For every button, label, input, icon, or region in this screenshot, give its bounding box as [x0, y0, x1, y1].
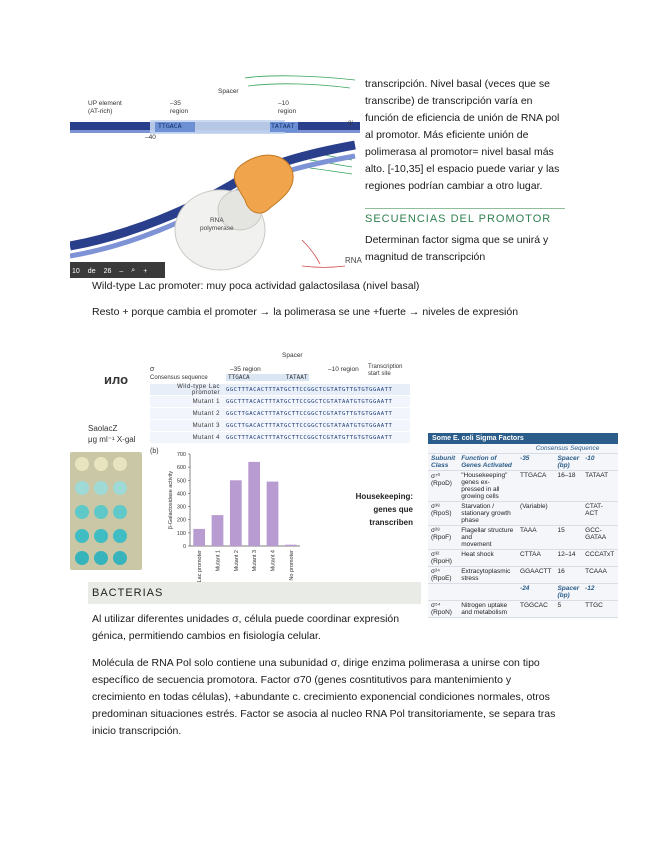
sigma-subunit-cell-b: (RpoS) [431, 510, 452, 517]
sigma-subunit-cell [428, 567, 458, 584]
bottom-line-4: predominan situaciones estrés. Factor se asocia al nucleo RNA Pol transitoriamente, se separa tras [92, 708, 556, 720]
sequence-row-label: Mutant 4 [192, 434, 220, 441]
sigma-m35-cell [517, 502, 554, 526]
seq10-box-text: TATAAT [271, 122, 295, 130]
bar-1 [212, 515, 224, 546]
last-function: Nitrogen uptake and metabolism [458, 601, 517, 618]
sigma-subunit-cell-b: (RpoE) [431, 575, 452, 582]
housekeeping-line-1: Housekeeping: [355, 492, 413, 501]
y-tick-label: 400 [176, 491, 186, 498]
sigma-m35-cell [517, 471, 554, 502]
intro-paragraph [365, 76, 625, 195]
sigma-table-title: Some E. coli Sigma Factors [428, 433, 618, 444]
sigma-m10-cell-m10: TCAAA [585, 568, 607, 575]
left-side-big-label: ило [104, 372, 129, 387]
minus35-region: region [170, 108, 189, 115]
xgal-plate-image [70, 452, 142, 570]
sequence-row [150, 408, 410, 419]
viewer-toolbar [72, 264, 147, 278]
sigma-function-cell-f2: movement [461, 541, 492, 548]
table-row [428, 567, 618, 584]
bottom-line-5: inicio transcripción. [92, 725, 182, 737]
y-tick-label: 0 [182, 544, 186, 550]
sequence-row [150, 384, 410, 395]
sigma-subunit-cell-b: (RpoH) [431, 558, 452, 565]
sigma-m10-cell-m10: TATAAT [585, 472, 609, 479]
minus10-number: –10 [278, 100, 289, 107]
table-row [428, 502, 618, 526]
sigma-m35-cell-m35: TTGACA [520, 472, 547, 479]
minus35-region2-label: –35 region [230, 366, 261, 373]
sigma-m35-cell-m35: (Variable) [520, 503, 548, 510]
table-row [428, 601, 618, 618]
rna-pol-text: RNA [209, 217, 224, 224]
sequence-row [150, 432, 410, 443]
sequence-row-seq: GGCTTTACACTTTATGCTTCCGGCTCGTATGTTGTGTGGAATT [226, 386, 393, 393]
x-tick-label: Mutant 2 [233, 550, 240, 572]
table-row [428, 471, 618, 502]
sigma-m10-cell [582, 502, 618, 526]
sigma-label: σ [150, 366, 155, 373]
tss-text: Transcription [368, 364, 403, 370]
three-prime-label: 3' [348, 120, 353, 127]
sequence-row-seq: GGCTTTACACTTTATGCTTCCGGCTCGTATAATGTGTGGAATT [226, 398, 393, 405]
last-a: σ⁵⁴ [431, 602, 441, 609]
bar-2 [230, 480, 242, 546]
sigma-subunit-cell-a: σ³⁸ [431, 503, 440, 510]
sigma-function-cell-f2: phase [461, 517, 479, 524]
zoom-out-button[interactable]: – [119, 267, 124, 275]
sigma-spacer-cell [554, 526, 582, 550]
intro-line-1: transcripción. Nivel basal (veces que se [365, 78, 551, 90]
minus10-region: region [278, 108, 297, 115]
sequence-row-label: Mutant 3 [192, 422, 220, 429]
intro-line-4: al promotor. Más eficiente unión de [365, 129, 529, 141]
bacterias-line-2: génica, permitiendo cambios en fisiología celular. [92, 630, 321, 642]
sigma-m35-cell [517, 567, 554, 584]
col-class-text: Class [431, 462, 449, 469]
bar-0 [193, 529, 205, 546]
sigma-function-cell-f2: pressed in all growing cells [461, 486, 500, 500]
col-bp-text: (bp) [557, 462, 570, 469]
minus40-label: –40 [145, 134, 156, 141]
col-function-header: Function of Genes Activated [458, 454, 517, 471]
intro-line-6: alto. [-10,35] el espacio puede variar y las [365, 163, 560, 175]
housekeeping-note [355, 490, 413, 529]
last-b: (RpoN) [431, 609, 452, 616]
sigma-subunit-cell-a: σ⁷⁰ [431, 473, 440, 480]
sequence-row-label: Mutant 2 [192, 410, 220, 417]
galactosidase-bar-chart [160, 448, 310, 598]
col-m35-header: -35 [517, 454, 554, 471]
housekeeping-line-2: genes que [373, 505, 413, 514]
consensus-seq: TTGACA TATAAT [228, 374, 308, 381]
sigma-function-cell-f: "Housekeeping" genes ex- [461, 472, 508, 486]
spacer-label: Spacer [218, 88, 239, 95]
promotor-paragraph [365, 232, 625, 266]
housekeeping-line-3: transcriben [369, 518, 413, 527]
sequence-row-seq: GGCTTGACACTTTATGCTTCCGGCTCGTATGTTGTGTGGAATT [226, 410, 393, 417]
spacer2-label: Spacer [282, 352, 303, 359]
sequence-row [150, 420, 410, 431]
sigma-function-cell-f: Heat shock [461, 551, 494, 558]
x-tick-label: No promoter [288, 550, 295, 581]
up-element-subtext: (AT-rich) [88, 108, 113, 115]
sigma-m10-cell [582, 567, 618, 584]
x-tick-label: Mutant 4 [270, 550, 277, 572]
promotor-line-2: magnitud de transcripción [365, 251, 486, 263]
sub-bp-text: (bp) [557, 592, 570, 599]
wildtype-line: Wild-type Lac promoter: muy poca actividad galactosilasa (nivel basal) [92, 280, 420, 292]
sequence-row-seq: GGCTTTACACTTTATGCTTCCGGCTCGTATGTTGTGTGGAATT [226, 434, 393, 441]
sigma-subunit-cell-a: σ³² [431, 551, 440, 558]
sigma-spacer-cell-sp: 16–18 [557, 472, 576, 479]
minus10-label [278, 100, 296, 116]
sigma-subunit-cell [428, 550, 458, 567]
minus10-region2-label: –10 region [328, 366, 359, 373]
y-tick-label: 300 [176, 504, 186, 511]
minus35-label [170, 100, 188, 116]
last-m35: TGGCAC [517, 601, 554, 618]
sigma-table-grid [428, 444, 618, 618]
bacterias-paragraph [92, 611, 422, 645]
sub-m12-header: -12 [582, 584, 618, 601]
chart-axes [190, 454, 300, 546]
promotor-heading-rule [365, 208, 565, 209]
consensus-header: Consensus Sequence [517, 444, 618, 454]
sigma-function-cell [458, 550, 517, 567]
sigma-m10-cell [582, 471, 618, 502]
sigma-m10-cell-m10: CCCATxT [585, 551, 615, 558]
viewer-total-pages: 26 [103, 267, 112, 275]
sigma-m35-cell-m35: GGAACTT [520, 568, 552, 575]
sequence-row-seq: GGCTTGACACTTTATGCTTCCGGCTCGTATAATGTGTGGAATT [226, 422, 393, 429]
resto-line: Resto + porque cambia el promoter → la polimerasa se une +fuerte → niveles de expresión [92, 306, 519, 318]
col-spacer-header [554, 454, 582, 471]
bar-3 [248, 462, 260, 546]
bar-5 [285, 545, 297, 546]
sigma-subunit-cell-b: (RpoD) [431, 480, 452, 487]
sigma-spacer-cell [554, 471, 582, 502]
sigma-subunit-cell [428, 526, 458, 550]
bar-4 [267, 482, 279, 546]
sigma-function-cell-f: Flagellar structure and [461, 527, 514, 541]
xgal-label: μg ml⁻¹ X-gal [88, 435, 136, 444]
rna-pol-paragraph [92, 655, 632, 740]
intro-line-2: transcribe) de transcripción varía en [365, 95, 533, 107]
sigma-function-cell [458, 502, 517, 526]
left-lacz-labels [88, 423, 136, 445]
viewer-page-number: 10 [72, 267, 80, 275]
sigma-spacer-cell [554, 550, 582, 567]
y-tick-label: 700 [176, 452, 186, 458]
viewer-de-text: de [87, 267, 96, 275]
x-tick-label: Lac promoter [197, 550, 204, 583]
sequence-table [150, 384, 410, 444]
last-spacer: 5 [554, 601, 582, 618]
sigma-subunit-cell-a: σ²⁸ [431, 527, 440, 534]
intro-line-3: función de eficiencia de unión de RNA pol [365, 112, 560, 124]
sigma-function-cell [458, 526, 517, 550]
table-row [428, 550, 618, 567]
y-tick-label: 100 [176, 530, 186, 537]
rna-tag-label: RNA [345, 256, 362, 265]
table-row [428, 526, 618, 550]
sigma-spacer-cell [554, 567, 582, 584]
tss-text-2: start site [368, 371, 391, 377]
sigma-m10-cell [582, 526, 618, 550]
sigma-subunit-cell-b: (RpoF) [431, 534, 452, 541]
sigma-spacer-cell [554, 502, 582, 526]
sigma-subunit-cell-a: σ²⁴ [431, 568, 440, 575]
zoom-in-button[interactable]: + [143, 267, 148, 275]
plate-colonies [70, 452, 142, 570]
y-axis-label: β-Galactosidase activity [168, 470, 174, 530]
x-tick-label: Mutant 1 [215, 550, 222, 572]
sequence-row-label: Mutant 1 [192, 398, 220, 405]
minus35-number: –35 [170, 100, 181, 107]
sub-m24-header: -24 [517, 584, 554, 601]
sigma-function-cell [458, 471, 517, 502]
seq35-box-text: TTGACA [158, 122, 182, 130]
intro-line-5: polimerasa al promotor= nivel basal más [365, 146, 554, 158]
sigma-spacer-cell-sp: 15 [557, 527, 565, 534]
bacterias-heading: BACTERIAS [92, 587, 164, 599]
y-tick-label: 200 [176, 517, 186, 524]
zoom-search-icon[interactable]: ⌕ [131, 267, 136, 274]
y-tick-label: 600 [176, 465, 186, 472]
intro-line-7: regiones podrían cambiar a otro lugar. [365, 180, 543, 192]
sequence-row-label: Wild-type Lac promoter [177, 383, 220, 396]
sigma-m35-cell-m35: TAAA [520, 527, 537, 534]
x-tick-label: Mutant 3 [252, 550, 259, 572]
sub-spacer-text: Spacer [557, 585, 580, 592]
sigma-function-cell-f: Extracytoplasmic stress [461, 568, 511, 582]
rna-polymerase-label [200, 217, 234, 233]
promotor-heading: SECUENCIAS DEL PROMOTOR [365, 213, 552, 225]
sigma-subunit-cell [428, 471, 458, 502]
bottom-line-3: crecimiento en todas células), +abundante c. crecimiento exponencial condiciones normales, otros [92, 691, 550, 703]
sigma-factor-table [428, 433, 618, 618]
sigma-subunit-cell [428, 502, 458, 526]
up-element-label [88, 100, 122, 116]
bacterias-line-1: Al utilizar diferentes unidades σ, célula puede coordinar expresión [92, 613, 400, 625]
sigma-m35-cell-m35: CTTAA [520, 551, 541, 558]
saolacz-label: SaolacZ [88, 424, 118, 433]
col-subunit-text: Subunit [431, 455, 456, 462]
bottom-line-2: específico de secuencia promotora. Factor σ70 (genes cosntitutivos para mantenimiento y [92, 674, 512, 686]
last-row-subunit [428, 601, 458, 618]
col-m10-header: -10 [582, 454, 618, 471]
sigma-function-cell-f: Starvation / stationary growth [461, 503, 511, 517]
sigma-m35-cell [517, 550, 554, 567]
sigma-m10-cell [582, 550, 618, 567]
panel-b-label: (b) [150, 448, 159, 455]
tss-label [368, 364, 402, 378]
promotor-line-1: Determinan factor sigma que se unirá y [365, 234, 549, 246]
sigma-function-cell [458, 567, 517, 584]
y-tick-label: 500 [176, 478, 186, 485]
consensus-row [150, 374, 309, 381]
up-element-text: UP element [88, 100, 122, 107]
col-spacer-text: Spacer [557, 455, 580, 462]
col-subunit-header [428, 454, 458, 471]
polymerase-text: polymerase [200, 225, 234, 232]
sub-spacer-header [554, 584, 582, 601]
last-m10: TTGC [582, 601, 618, 618]
sigma-m10-cell-m10: GCC-GATAA [585, 527, 607, 541]
sigma-m10-cell-m10: CTAT-ACT [585, 503, 603, 517]
sigma-spacer-cell-sp: 16 [557, 568, 565, 575]
bottom-line-1: Molécula de RNA Pol solo contiene una subunidad σ, dirige enzima polimerasa a unirse con tipo [92, 657, 540, 669]
sequence-row [150, 396, 410, 407]
sigma-m35-cell [517, 526, 554, 550]
consensus-label: Consensus sequence [150, 374, 208, 381]
sigma-spacer-cell-sp: 12–14 [557, 551, 576, 558]
